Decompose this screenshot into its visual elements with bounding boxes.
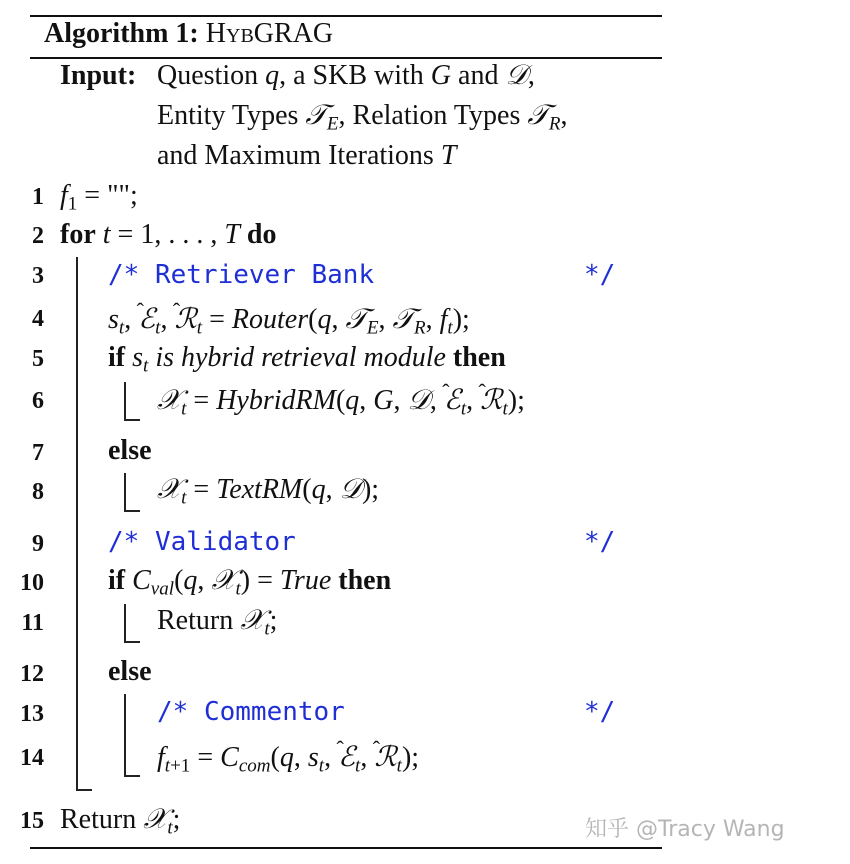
- comment-validator: /* Validator: [108, 527, 296, 557]
- commentor-block-end: [124, 775, 140, 777]
- line-number: 8: [32, 479, 44, 505]
- watermark: 知乎 @Tracy Wang: [585, 817, 785, 842]
- line-number: 15: [20, 808, 44, 834]
- line-number: 14: [20, 745, 44, 771]
- return-block-bar: [124, 604, 126, 642]
- algo-line-11: Return 𝒳$_t$;: [157, 605, 278, 640]
- comment-end: */: [584, 697, 616, 727]
- then-block-bar: [124, 382, 126, 420]
- input-line-3: and Maximum Iterations T: [157, 140, 457, 171]
- algo-line-2: for t = 1, . . . , T do: [60, 219, 277, 250]
- commentor-block-bar: [124, 694, 126, 776]
- top-rule: [30, 15, 662, 17]
- line-number: 4: [32, 306, 44, 332]
- algo-line-14: $f_{t+1} = C_{com}(q$, $s_t$, ̂ ℰ$_t$, ̂ ℛ$_t$);: [157, 740, 419, 774]
- comment-end: */: [584, 527, 616, 557]
- algo-line-12: else: [108, 656, 152, 687]
- line-number: 12: [20, 661, 44, 687]
- line-number: 11: [21, 610, 44, 636]
- algo-line-8: 𝒳$_t$ = TextRM(q, 𝒟);: [157, 474, 380, 509]
- else-block-end: [124, 510, 140, 512]
- line-number: 13: [20, 701, 44, 727]
- line-number: 7: [32, 440, 44, 466]
- for-block-end: [76, 789, 92, 791]
- comment-end: */: [584, 260, 616, 290]
- else-block-bar: [124, 473, 126, 511]
- return-block-end: [124, 641, 140, 643]
- line-number: 1: [32, 184, 44, 210]
- for-block-bar: [76, 257, 78, 790]
- comment-retriever-bank: /* Retriever Bank: [108, 260, 375, 290]
- line-number: 2: [32, 223, 44, 249]
- comment-commentor: /* Commentor: [157, 697, 345, 727]
- line-number: 3: [32, 263, 44, 289]
- algo-line-6: 𝒳$_t$ = HybridRM(q, G, 𝒟, ̂ ℰ$_t$, ̂ ℛ$_t$);: [157, 383, 525, 417]
- algo-line-7: else: [108, 435, 152, 466]
- line-number: 5: [32, 346, 44, 372]
- line-number: 9: [32, 531, 44, 557]
- algorithm-name: HybGRAG: [205, 18, 334, 49]
- input-line-1: Question q, a SKB with G and 𝒟,: [157, 60, 535, 91]
- algorithm-label: Algorithm 1:: [44, 18, 199, 49]
- input-label: Input:: [60, 60, 137, 91]
- algo-line-10: if $C_{val}(q$, 𝒳$_t$) = True then: [108, 565, 392, 600]
- bottom-rule: [30, 847, 662, 849]
- title-rule: [30, 57, 662, 59]
- algo-line-4: $s_t$, ̂ ℰ$_t$, ̂ ℛ$_t$ = Router(q, 𝒯$_E$, 𝒯$_R$, $f_t$);: [108, 302, 470, 336]
- algorithm-title: [44, 18, 333, 50]
- algo-line-1: $f_1$ = "";: [60, 180, 138, 215]
- line-number: 10: [20, 570, 44, 596]
- algo-line-5: if $s_t$ is hybrid retrieval module then: [108, 342, 506, 377]
- line-number: 6: [32, 388, 44, 414]
- algo-line-15: Return 𝒳$_t$;: [60, 804, 181, 839]
- then-block-end: [124, 419, 140, 421]
- input-line-2: Entity Types 𝒯$_E$, Relation Types 𝒯$_R$,: [157, 100, 568, 135]
